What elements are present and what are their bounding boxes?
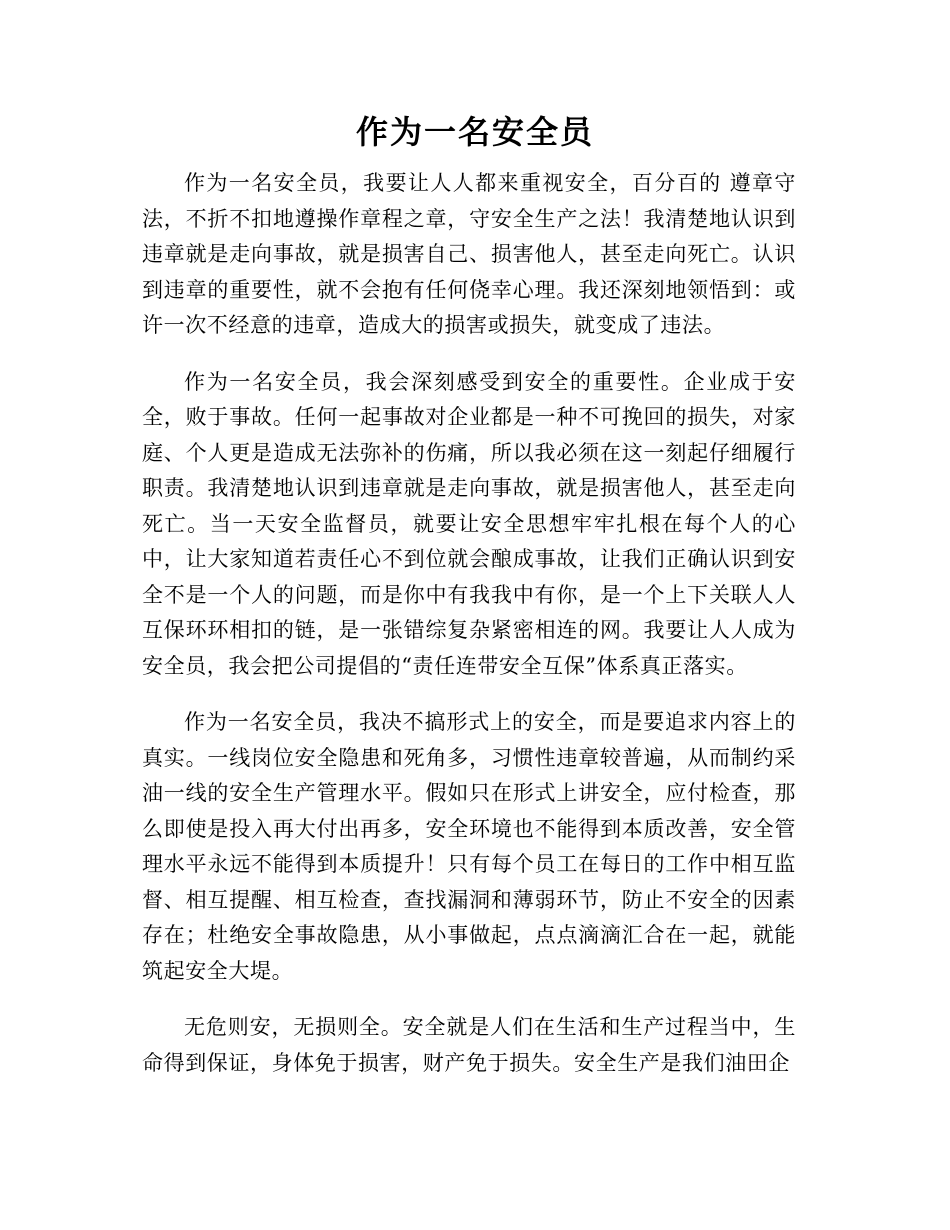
document-title: 作为一名安全员: [355, 113, 594, 151]
paragraph-4: 无危则安，无损则全。安全就是人们在生活和生产过程当中，生命得到保证，身体免于损害，财产免于损失。安全生产是我们油田企: [142, 1015, 796, 1075]
document-body: [142, 166, 796, 1102]
paragraph-2: 作为一名安全员，我会深刻感受到安全的重要性。企业成于安全，败于事故。任何一起事故对企业都是一种不可挽回的损失，对家庭、个人更是造成无法弥补的伤痛，所以我必须在这一刻起仔细履行职责。我清楚地认识到违章就是走向事故，就是损害他人，甚至走向死亡。当一天安全监督员，就要让安全思想牢牢扎根在每个人的心中，让大家知道若责任心不到位就会酿成事故，让我们正确认识到安全不是一个人的问题，而是你中有我我中有你，是一个上下关联人人互保环环相扣的链，是一张错综复杂紧密相连的网。我要让人人成为安全员，我会把公司提倡的“责任连带安全互保”体系真正落实。: [142, 369, 796, 678]
paragraph-3: 作为一名安全员，我决不搞形式上的安全，而是要追求内容上的真实。一线岗位安全隐患和死角多，习惯性违章较普遍，从而制约采油一线的安全生产管理水平。假如只在形式上讲安全，应付检查，那么即使是投入再大付出再多，安全环境也不能得到本质改善，安全管理水平永远不能得到本质提升！只有每个员工在每日的工作中相互监督、相互提醒、相互检查，查找漏洞和薄弱环节，防止不安全的因素存在；杜绝安全事故隐患，从小事做起，点点滴滴汇合在一起，就能筑起安全大堤。: [142, 710, 796, 983]
paragraph-1: 作为一名安全员，我要让人人都来重视安全，百分百的 遵章守法，不折不扣地遵操作章程之章，守安全生产之法！我清楚地认识到违章就是走向事故，就是损害自己、损害他人，甚至走向死亡。认识到违章的重要性，就不会抱有任何侥幸心理。我还深刻地领悟到：或许一次不经意的违章，造成大的损害或损失，就变成了违法。: [142, 171, 796, 337]
